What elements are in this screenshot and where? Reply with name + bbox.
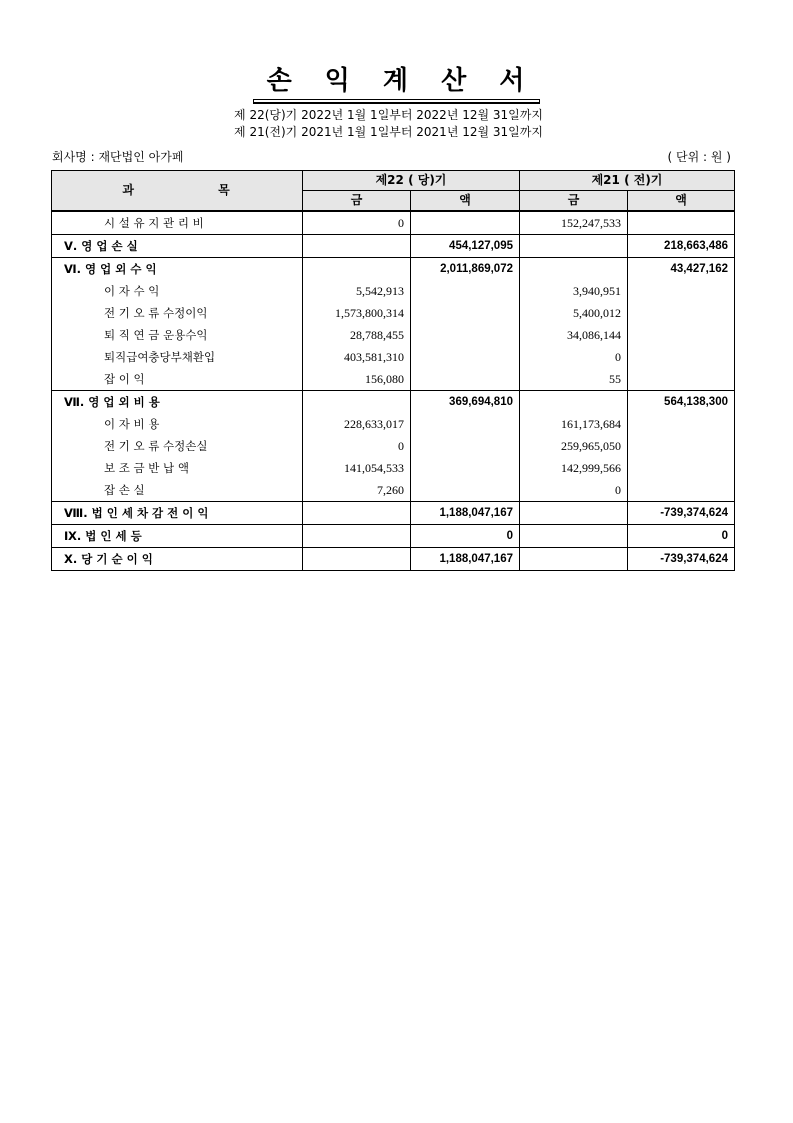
current-total-amount: 0 <box>411 525 520 548</box>
prior-total-amount <box>628 346 735 368</box>
header-prior-period: 제21 ( 전)기 <box>520 171 735 191</box>
header-prior-amount-left: 금 <box>520 191 628 212</box>
header-subject: 과 목 <box>52 171 303 212</box>
header-prior-amount-right: 액 <box>628 191 735 212</box>
document-title: 손 익 계 산 서 <box>0 60 793 100</box>
prior-detail-amount <box>520 502 628 525</box>
row-label: Ⅹ. 당 기 순 이 익 <box>52 548 303 571</box>
row-label: Ⅸ. 법 인 세 등 <box>52 525 303 548</box>
table-row <box>52 302 735 324</box>
current-total-amount: 1,188,047,167 <box>411 502 520 525</box>
prior-detail-amount <box>520 391 628 414</box>
current-detail-amount <box>303 548 411 571</box>
prior-detail-amount <box>520 258 628 281</box>
prior-total-amount: 218,663,486 <box>628 235 735 258</box>
current-detail-amount: 0 <box>303 435 411 457</box>
prior-detail-amount: 0 <box>520 346 628 368</box>
row-label: 퇴직급여충당부채환입 <box>52 346 303 368</box>
table-row <box>52 502 735 525</box>
prior-detail-amount: 152,247,533 <box>520 211 628 235</box>
row-label: Ⅷ. 법 인 세 차 감 전 이 익 <box>52 502 303 525</box>
prior-total-amount <box>628 324 735 346</box>
table-row <box>52 258 735 281</box>
row-label: 이 자 수 익 <box>52 280 303 302</box>
table-row <box>52 346 735 368</box>
current-total-amount <box>411 368 520 391</box>
prior-total-amount: -739,374,624 <box>628 502 735 525</box>
prior-detail-amount <box>520 548 628 571</box>
row-label: Ⅵ. 영 업 외 수 익 <box>52 258 303 281</box>
prior-detail-amount <box>520 235 628 258</box>
prior-detail-amount: 3,940,951 <box>520 280 628 302</box>
prior-detail-amount: 5,400,012 <box>520 302 628 324</box>
prior-total-amount: -739,374,624 <box>628 548 735 571</box>
row-label: 이 자 비 용 <box>52 413 303 435</box>
current-total-amount <box>411 324 520 346</box>
table-row <box>52 525 735 548</box>
row-label: 잡 손 실 <box>52 479 303 502</box>
current-detail-amount <box>303 391 411 414</box>
prior-detail-amount: 142,999,566 <box>520 457 628 479</box>
period-current: 제 22(당)기 2022년 1월 1일부터 2022년 12월 31일까지 <box>234 108 543 122</box>
prior-total-amount: 0 <box>628 525 735 548</box>
current-detail-amount: 7,260 <box>303 479 411 502</box>
current-total-amount <box>411 211 520 235</box>
prior-total-amount <box>628 479 735 502</box>
current-detail-amount <box>303 502 411 525</box>
table-row <box>52 211 735 235</box>
current-total-amount <box>411 302 520 324</box>
table-row <box>52 413 735 435</box>
current-total-amount <box>411 280 520 302</box>
table-row <box>52 280 735 302</box>
table-row <box>52 235 735 258</box>
current-detail-amount: 5,542,913 <box>303 280 411 302</box>
prior-detail-amount: 55 <box>520 368 628 391</box>
current-total-amount <box>411 435 520 457</box>
current-total-amount <box>411 479 520 502</box>
company-name: 회사명 : 재단법인 아가페 <box>52 150 184 164</box>
prior-total-amount <box>628 280 735 302</box>
prior-detail-amount <box>520 525 628 548</box>
current-total-amount <box>411 457 520 479</box>
prior-detail-amount: 34,086,144 <box>520 324 628 346</box>
row-label: 잡 이 익 <box>52 368 303 391</box>
prior-detail-amount: 259,965,050 <box>520 435 628 457</box>
income-statement-table <box>51 170 735 571</box>
current-detail-amount <box>303 235 411 258</box>
current-detail-amount <box>303 258 411 281</box>
header-current-amount-left: 금 <box>303 191 411 212</box>
prior-total-amount <box>628 368 735 391</box>
current-detail-amount: 403,581,310 <box>303 346 411 368</box>
table-row <box>52 435 735 457</box>
row-label: 전 기 오 류 수정이익 <box>52 302 303 324</box>
prior-total-amount <box>628 435 735 457</box>
current-total-amount <box>411 413 520 435</box>
table-row <box>52 548 735 571</box>
row-label: Ⅶ. 영 업 외 비 용 <box>52 391 303 414</box>
table-row <box>52 324 735 346</box>
row-label: 전 기 오 류 수정손실 <box>52 435 303 457</box>
current-detail-amount <box>303 525 411 548</box>
prior-total-amount <box>628 211 735 235</box>
current-detail-amount: 156,080 <box>303 368 411 391</box>
row-label: 시 설 유 지 관 리 비 <box>52 211 303 235</box>
prior-detail-amount: 0 <box>520 479 628 502</box>
current-detail-amount: 0 <box>303 211 411 235</box>
row-label: Ⅴ. 영 업 손 실 <box>52 235 303 258</box>
header-current-amount-right: 액 <box>411 191 520 212</box>
row-label: 보 조 금 반 납 액 <box>52 457 303 479</box>
prior-total-amount <box>628 302 735 324</box>
current-detail-amount: 1,573,800,314 <box>303 302 411 324</box>
table-row <box>52 368 735 391</box>
table-row <box>52 479 735 502</box>
current-total-amount: 369,694,810 <box>411 391 520 414</box>
prior-total-amount: 564,138,300 <box>628 391 735 414</box>
current-detail-amount: 141,054,533 <box>303 457 411 479</box>
prior-total-amount <box>628 413 735 435</box>
prior-total-amount <box>628 457 735 479</box>
unit-label: ( 단위 : 원 ) <box>667 150 731 164</box>
current-total-amount: 454,127,095 <box>411 235 520 258</box>
current-detail-amount: 28,788,455 <box>303 324 411 346</box>
current-detail-amount: 228,633,017 <box>303 413 411 435</box>
current-total-amount: 1,188,047,167 <box>411 548 520 571</box>
table-row <box>52 457 735 479</box>
header-current-period: 제22 ( 당)기 <box>303 171 520 191</box>
period-prior: 제 21(전)기 2021년 1월 1일부터 2021년 12월 31일까지 <box>234 125 543 139</box>
current-total-amount <box>411 346 520 368</box>
table-row <box>52 391 735 414</box>
row-label: 퇴 직 연 금 운용수익 <box>52 324 303 346</box>
current-total-amount: 2,011,869,072 <box>411 258 520 281</box>
prior-total-amount: 43,427,162 <box>628 258 735 281</box>
prior-detail-amount: 161,173,684 <box>520 413 628 435</box>
